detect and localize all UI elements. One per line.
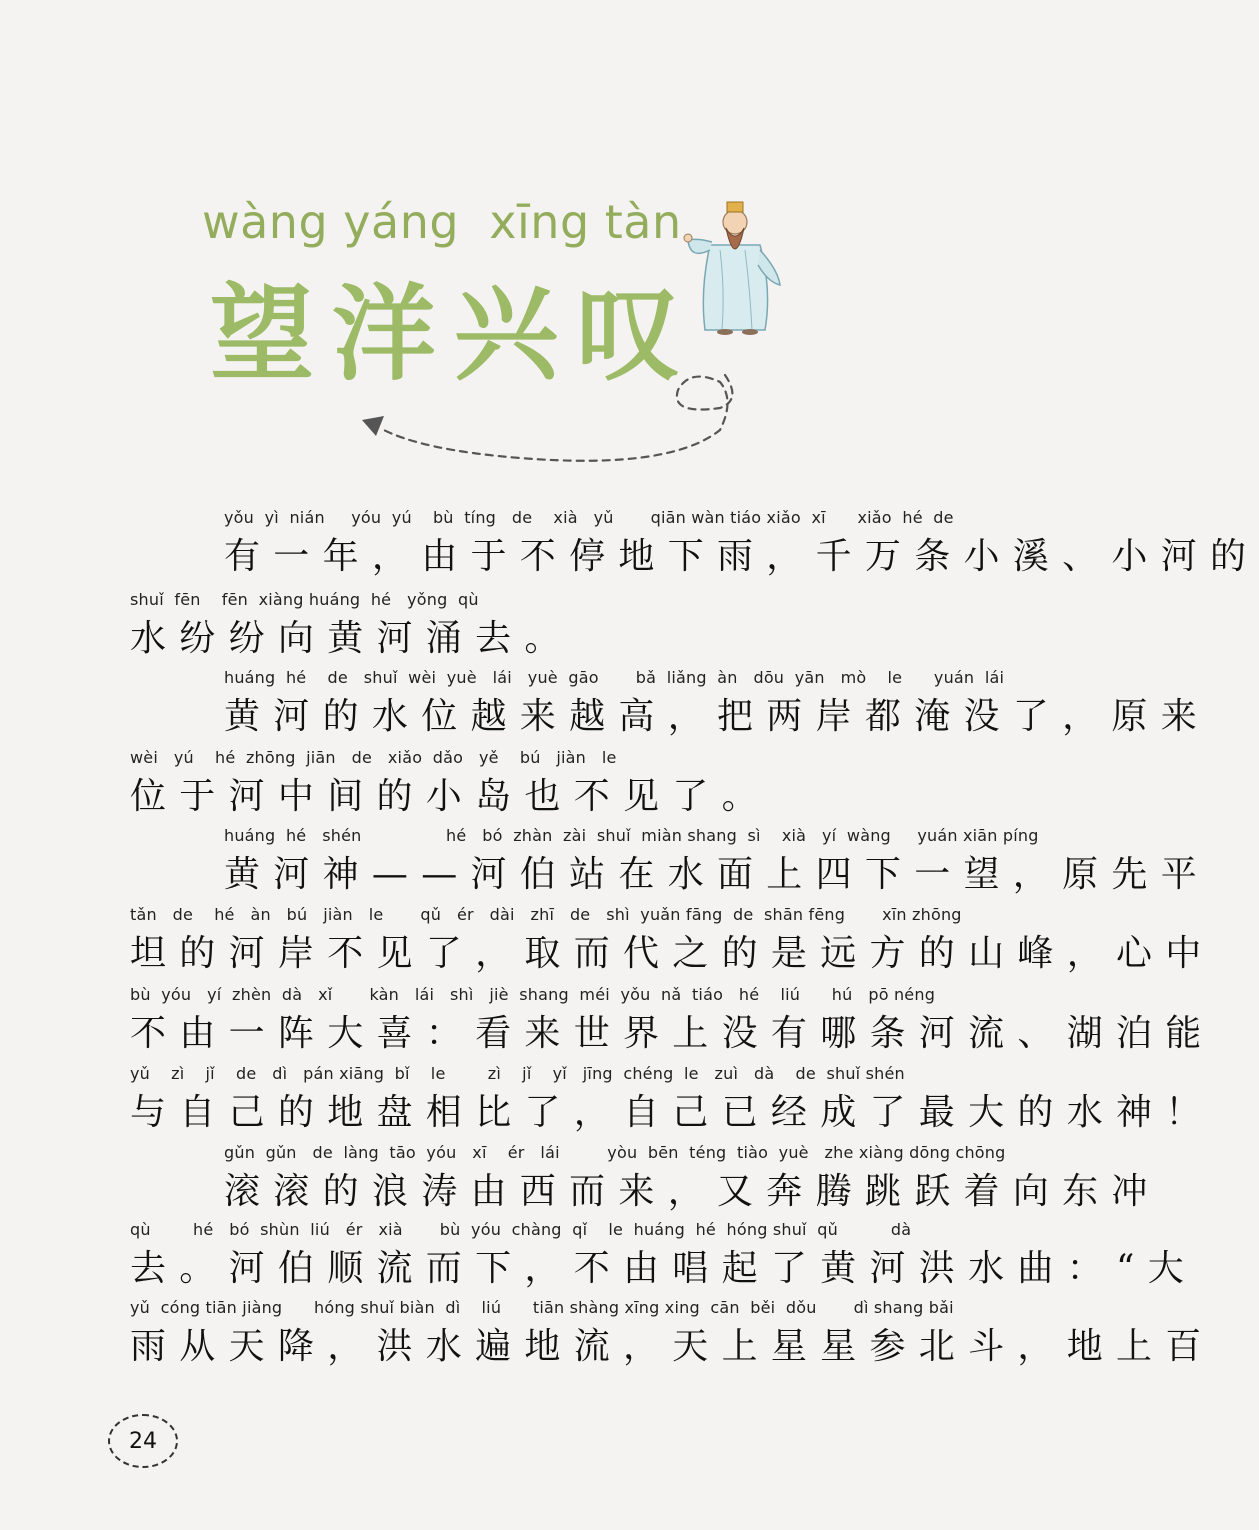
pinyin-row: tǎn de hé àn bú jiàn le qǔ ér dài zhī de shì yuǎn fāng de shān fēng xīn zhōng	[130, 905, 962, 924]
pinyin-row: qù hé bó shùn liú ér xià bù yóu chàng qǐ le huáng hé hóng shuǐ qǔ dà	[130, 1220, 912, 1239]
pinyin-row: wèi yú hé zhōng jiān de xiǎo dǎo yě bú jiàn le	[130, 748, 617, 767]
title-pinyin: wàng yáng xīng tàn	[202, 195, 682, 249]
pinyin-row: gǔn gǔn de làng tāo yóu xī ér lái yòu bēn téng tiào yuè zhe xiàng dōng chōng	[224, 1143, 1006, 1162]
title-text: 望洋兴叹	[210, 273, 699, 395]
pinyin-row: huáng hé shén hé bó zhàn zài shuǐ miàn shang sì xià yí wàng yuán xiān píng	[224, 826, 1039, 845]
hanzi-row: 位于河中间的小岛也不见了。	[130, 776, 771, 817]
hanzi-row: 黄河的水位越来越高，把两岸都淹没了，原来	[224, 696, 1211, 737]
pinyin-row: yǒu yì nián yóu yú bù tíng de xià yǔ qiān wàn tiáo xiǎo xī xiǎo hé de	[224, 508, 954, 527]
pinyin-row: yǔ cóng tiān jiàng hóng shuǐ biàn dì liú tiān shàng xīng xing cān běi dǒu dì shang bǎi	[130, 1298, 954, 1317]
hanzi-row: 水纷纷向黄河涌去。	[130, 618, 574, 659]
hanzi-row: 滚滚的浪涛由西而来，又奔腾跳跃着向东冲	[224, 1171, 1161, 1212]
pinyin-row: bù yóu yí zhèn dà xǐ kàn lái shì jiè shang méi yǒu nǎ tiáo hé liú hú pō néng	[130, 985, 936, 1004]
page-number: 24	[108, 1414, 178, 1468]
hanzi-row: 不由一阵大喜：看来世界上没有哪条河流、湖泊能	[130, 1013, 1215, 1054]
hanzi-row: 坦的河岸不见了，取而代之的是远方的山峰，心中	[130, 933, 1215, 974]
pinyin-row: huáng hé de shuǐ wèi yuè lái yuè gāo bǎ liǎng àn dōu yān mò le yuán lái	[224, 668, 1005, 687]
hanzi-row: 雨从天降，洪水遍地流，天上星星参北斗，地上百	[130, 1326, 1215, 1367]
hanzi-row: 与自己的地盘相比了，自己已经成了最大的水神！	[130, 1092, 1215, 1133]
hanzi-row: 黄河神——河伯站在水面上四下一望，原先平	[224, 854, 1211, 895]
pinyin-row: shuǐ fēn fēn xiàng huáng hé yǒng qù	[130, 590, 479, 609]
hanzi-row: 有一年，由于不停地下雨，千万条小溪、小河的	[224, 536, 1259, 577]
hanzi-row: 去。河伯顺流而下，不由唱起了黄河洪水曲：“大	[130, 1248, 1198, 1289]
pinyin-row: yǔ zì jǐ de dì pán xiāng bǐ le zì jǐ yǐ jīng chéng le zuì dà de shuǐ shén	[130, 1064, 905, 1083]
